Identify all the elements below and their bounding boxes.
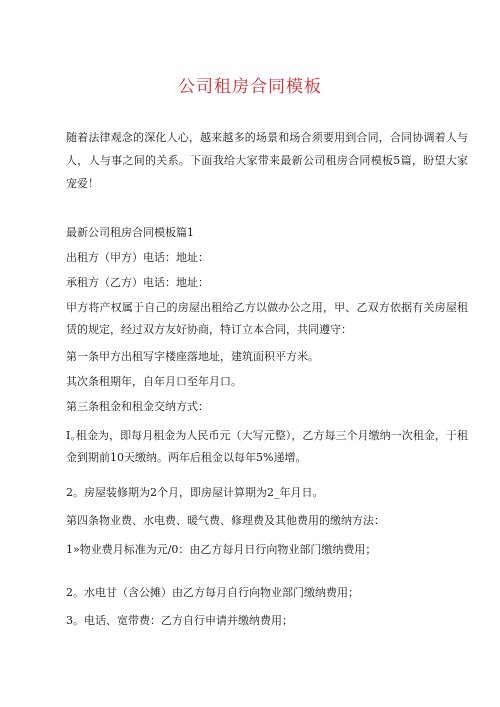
clause-4-item-2: 2。水电甘（含公摊）由乙方每月自行向物业部门缴纳费用；: [66, 586, 359, 599]
intro-paragraph: 随着法律观念的深化人心，越来越多的场景和场合须要用到合同，合同协调着人与人，人与事之间的关系。下面我给大家带来最新公司租房合同模板5篇，盼望大家宠爱！: [66, 131, 468, 190]
document-title: 公司租房合同模板: [178, 77, 322, 97]
clause-4-item-3: 3。电话、宽带费：乙方自行申请并缴纳费用；: [66, 614, 293, 627]
clause-4-item-1: 1»物业费月标准为元/0：由乙方每月日行向物业部门缴纳费用；: [66, 543, 377, 556]
agreement-paragraph: 甲方将产权属于自己的房屋出租给乙方以做办公之用，甲、乙双方依据有关房屋租赁的规定，经过双方友好协商，特订立本合同，共同遵守：: [66, 301, 468, 336]
clause-3-item-2: 2。房屋装修期为2个月，即房屋计算期为2_年月日。: [66, 486, 324, 499]
section-heading: 最新公司租房合同模板篇1: [66, 226, 194, 239]
clause-3-item-1: I｡租金为，即每月租金为人民币元（大写元整），乙方每三个月缴纳一次租金，于租金到期前10天缴纳。两年后租金以每年5%递增。: [66, 429, 468, 464]
lessee-line: 承租方（乙方）电话：地址：: [66, 276, 209, 289]
clause-3: 第三条租金和租金交纳方式：: [66, 400, 209, 413]
clause-1: 第一条甲方出租写字楼座落地址，建筑面积平方米。: [66, 350, 319, 363]
clause-4: 第四条物业费、水电费、暖气费、修理费及其他费用的缴纳方法：: [66, 514, 385, 527]
lessor-line: 出租方（甲方）电话：地址：: [66, 251, 209, 264]
clause-2: 其次条租期年，自年月口至年月口。: [66, 375, 242, 388]
